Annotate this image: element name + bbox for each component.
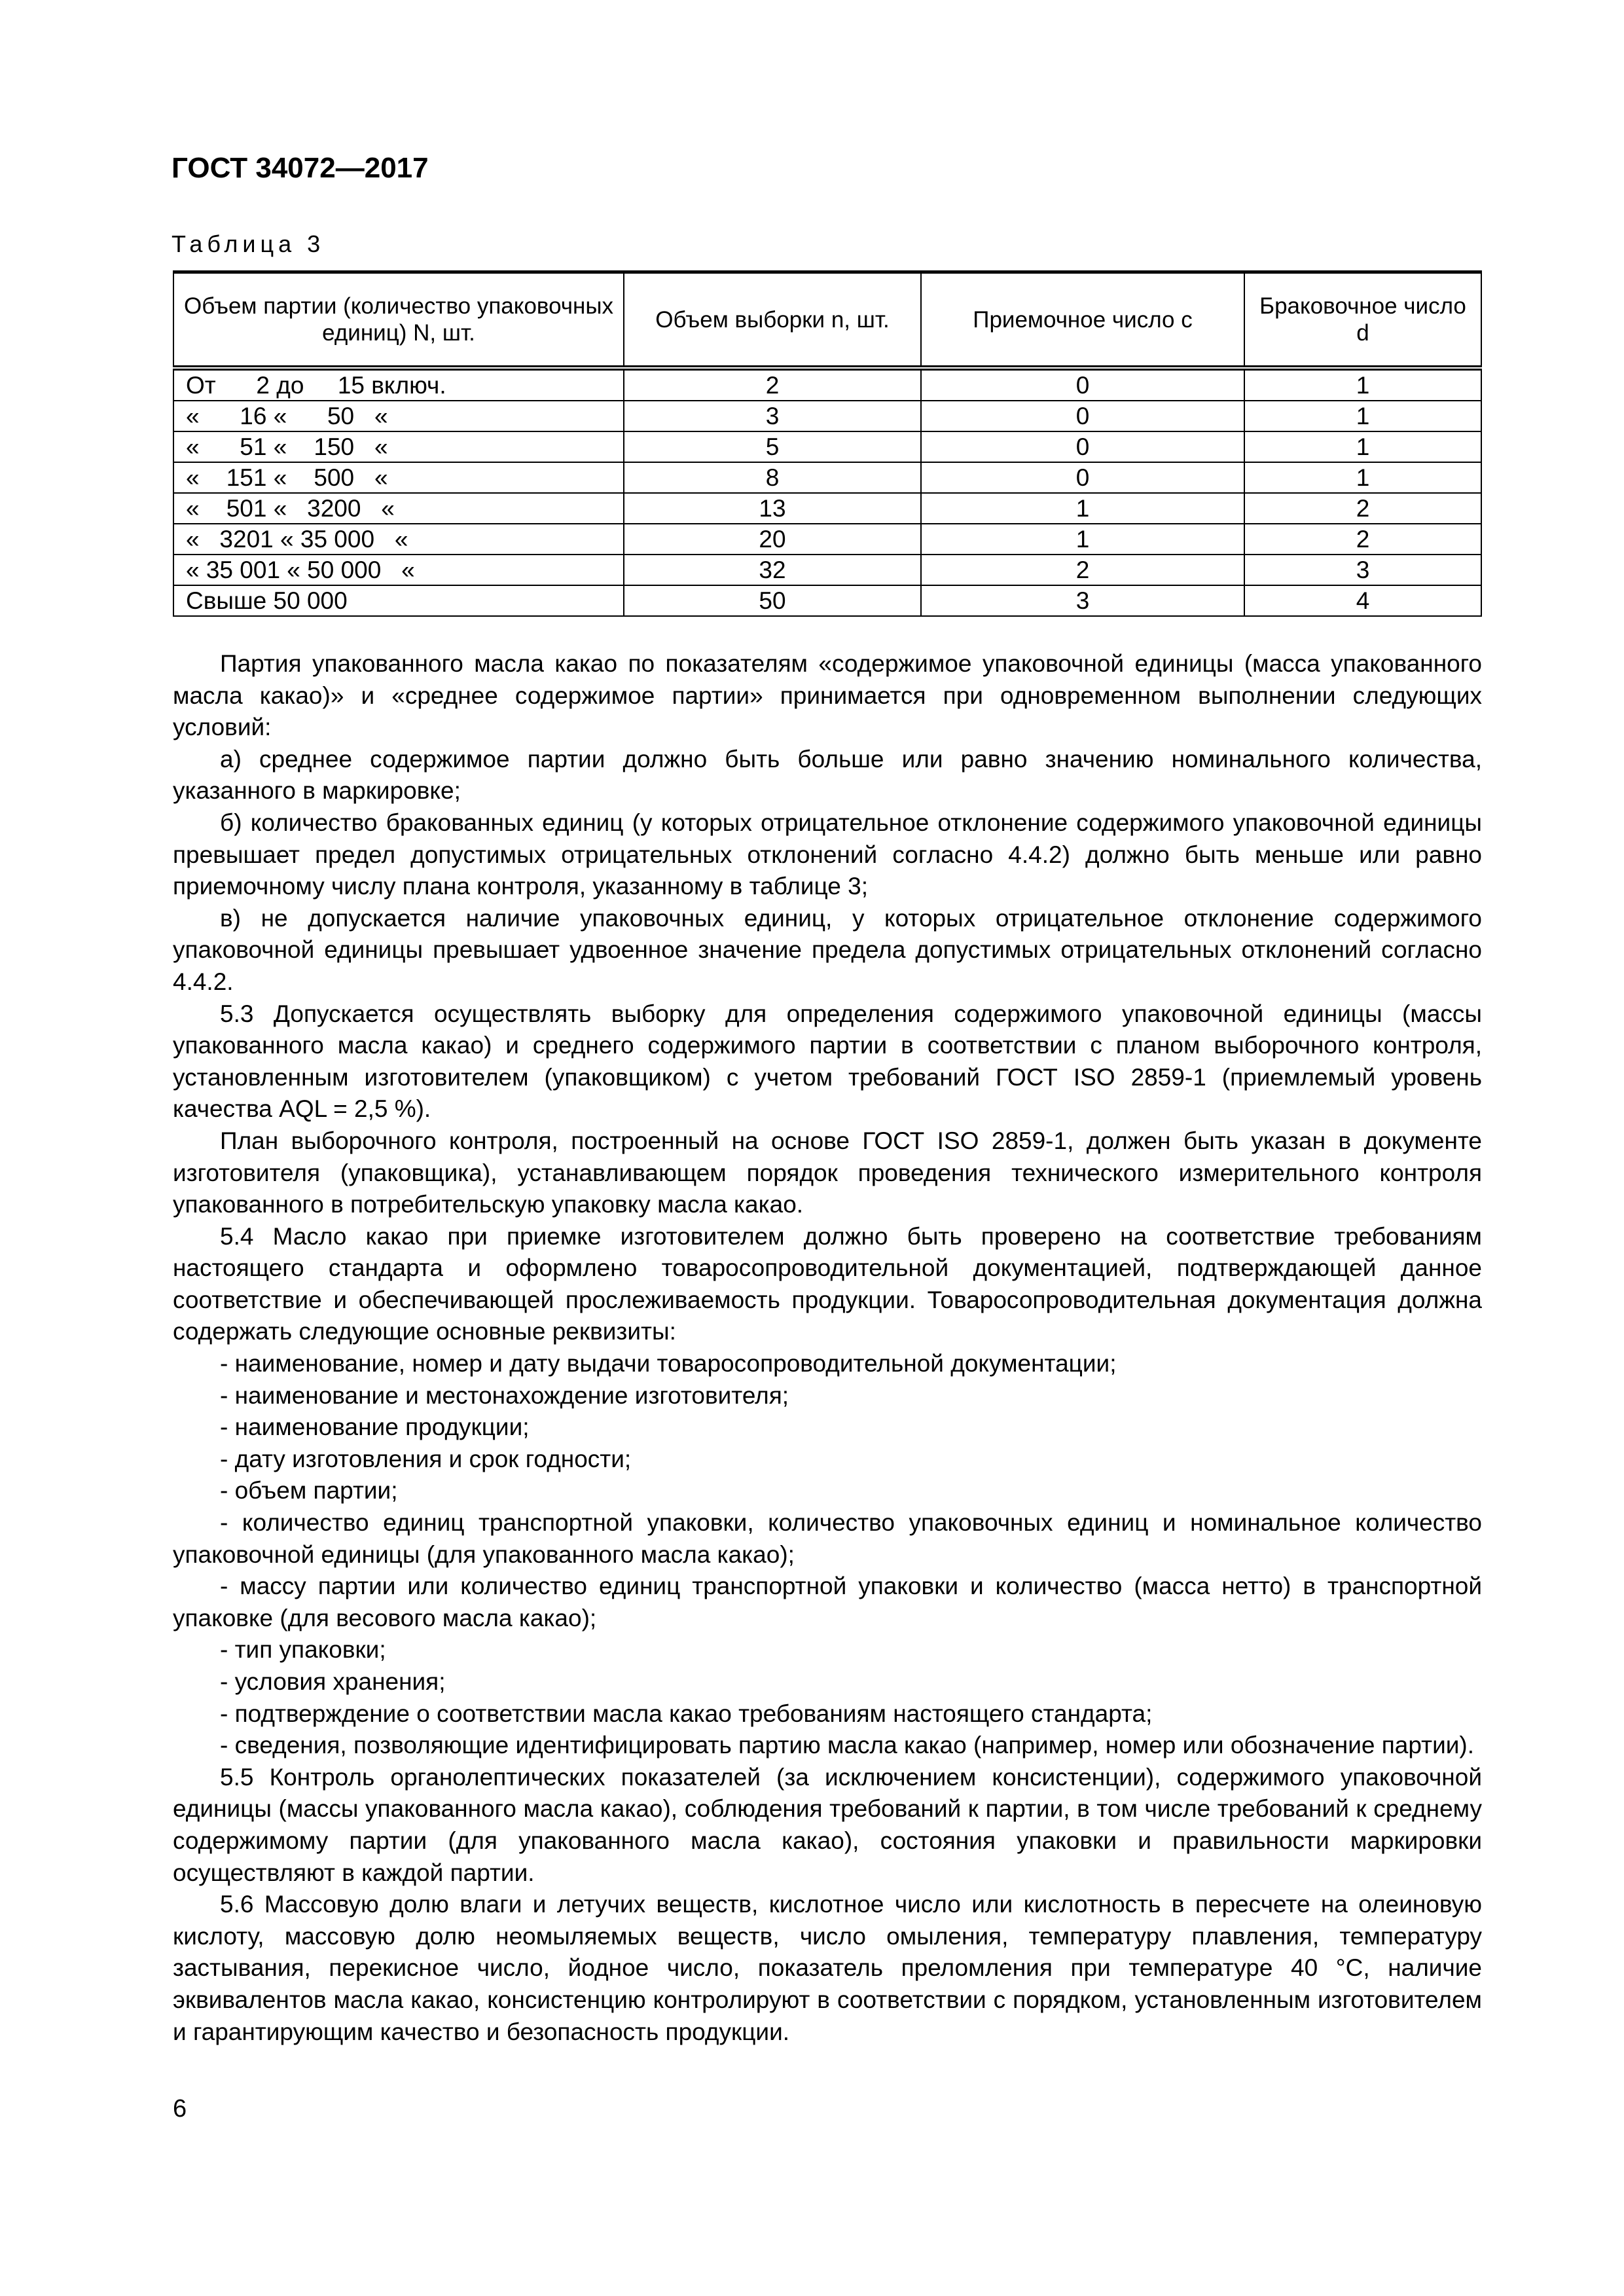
- table-cell: Свыше 50 000: [173, 585, 624, 616]
- column-header-sample-size: Объем выборки n, шт.: [624, 272, 921, 369]
- body-text: [173, 648, 1482, 2048]
- table-cell: « 51 « 150 «: [173, 431, 624, 462]
- table-cell: 5: [624, 431, 921, 462]
- paragraph: 5.4 Масло какао при приемке изготовителем должно быть проверено на соответствие требованиям настоящего стандарта и оформлено товаросопроводительной документацией, подтверждающей данное соответствие и обеспечивающей прослеживаемость продукции. Товаросопроводительная документация должна содержать следующие основные реквизиты:: [173, 1222, 1482, 1345]
- paragraph: - количество единиц транспортной упаковки, количество упаковочных единиц и номинальное количество упаковочной единицы (для упакованного масла какао);: [173, 1509, 1482, 1568]
- table-cell: 20: [624, 524, 921, 555]
- table-row: [173, 493, 1481, 524]
- table-cell: 8: [624, 462, 921, 493]
- paragraph: - условия хранения;: [220, 1668, 446, 1695]
- table-cell: 1: [921, 493, 1244, 524]
- table-cell: 0: [921, 401, 1244, 431]
- paragraph: 5.3 Допускается осуществлять выборку для определения содержимого упаковочной единицы (массы упакованного масла какао) и среднего содержимого партии в соответствии с планом выборочного контроля, установленным изготовителем (упаковщиком) с учетом требований ГОСТ ISO 2859-1 (приемлемый уровень качества AQL = 2,5 %).: [173, 1000, 1482, 1123]
- table-cell: « 3201 « 35 000 «: [173, 524, 624, 555]
- table-cell: 3: [1244, 555, 1481, 585]
- paragraph: - наименование, номер и дату выдачи товаросопроводительной документации;: [220, 1350, 1117, 1377]
- table-cell: 3: [921, 585, 1244, 616]
- column-header-lot-size: Объем партии (количество упаковочных единиц) N, шт.: [173, 272, 624, 369]
- table-cell: 32: [624, 555, 921, 585]
- table-caption: Таблица 3: [171, 230, 325, 257]
- table-cell: 0: [921, 462, 1244, 493]
- paragraph: - дату изготовления и срок годности;: [220, 1445, 632, 1472]
- page-number: 6: [173, 2095, 187, 2123]
- table-cell: 4: [1244, 585, 1481, 616]
- table-cell: « 16 « 50 «: [173, 401, 624, 431]
- table-cell: 1: [1244, 368, 1481, 401]
- paragraph: 5.6 Массовую долю влаги и летучих веществ, кислотное число или кислотность в пересчете на олеиновую кислоту, массовую долю неомыляемых веществ, число омыления, температуру плавления, температуру застывания, перекисное число, йодное число, показатель преломления при температуре 40 °С, наличие эквивалентов масла какао, консистенцию контролируют в соответствии с порядком, установленным изготовителем и гарантирующим качество и безопасность продукции.: [173, 1891, 1482, 2045]
- table-cell: 1: [1244, 431, 1481, 462]
- table-cell: 2: [921, 555, 1244, 585]
- table-cell: « 151 « 500 «: [173, 462, 624, 493]
- table-cell: « 35 001 « 50 000 «: [173, 555, 624, 585]
- paragraph: 5.5 Контроль органолептических показателей (за исключением консистенции), содержимого упаковочной единицы (массы упакованного масла какао), соблюдения требований к партии, в том числе требований к среднему содержимому партии (для упакованного масла какао), состояния упаковки и правильности маркировки осуществляют в каждой партии.: [173, 1763, 1482, 1886]
- paragraph: - массу партии или количество единиц транспортной упаковки и количество (масса нетто) в транспортной упаковке (для весового масла какао);: [173, 1573, 1482, 1631]
- paragraph: - подтверждение о соответствии масла какао требованиям настоящего стандарта;: [220, 1700, 1153, 1727]
- table-cell: 2: [1244, 493, 1481, 524]
- table-header-row: [173, 272, 1481, 369]
- paragraph: - тип упаковки;: [220, 1636, 386, 1664]
- document-title: ГОСТ 34072—2017: [171, 152, 429, 184]
- paragraph: - сведения, позволяющие идентифицировать партию масла какао (например, номер или обозначение партии).: [220, 1732, 1475, 1759]
- paragraph: - наименование продукции;: [220, 1413, 530, 1441]
- table-cell: 0: [921, 368, 1244, 401]
- table-row: [173, 368, 1481, 401]
- table-cell: 13: [624, 493, 921, 524]
- table-cell: 3: [624, 401, 921, 431]
- table-cell: 2: [1244, 524, 1481, 555]
- paragraph: Партия упакованного масла какао по показателям «содержимое упаковочной единицы (масса упакованного масла какао)» и «среднее содержимое партии» принимается при одновременном выполнении следующих условий:: [173, 650, 1482, 741]
- column-header-acceptance-number: Приемочное число c: [921, 272, 1244, 369]
- table-row: [173, 524, 1481, 555]
- table-row: [173, 462, 1481, 493]
- table-row: [173, 401, 1481, 431]
- paragraph: а) среднее содержимое партии должно быть больше или равно значению номинального количества, указанного в маркировке;: [173, 745, 1482, 805]
- table-cell: 1: [1244, 401, 1481, 431]
- paragraph: План выборочного контроля, построенный на основе ГОСТ ISO 2859-1, должен быть указан в документе изготовителя (упаковщика), устанавливающем порядок проведения технического измерительного контроля упакованного в потребительскую упаковку масла какао.: [173, 1127, 1482, 1218]
- table-row: [173, 431, 1481, 462]
- paragraph: б) количество бракованных единиц (у которых отрицательное отклонение содержимого упаковочной единицы превышает предел допустимых отрицательных отклонений согласно 4.4.2) должно быть меньше или равно приемочному числу плана контроля, указанному в таблице 3;: [173, 809, 1482, 900]
- table-cell: 1: [1244, 462, 1481, 493]
- sampling-table: [173, 270, 1482, 617]
- table-cell: 50: [624, 585, 921, 616]
- table-cell: 1: [921, 524, 1244, 555]
- paragraph: - объем партии;: [220, 1477, 398, 1504]
- table-cell: 2: [624, 368, 921, 401]
- table-cell: « 501 « 3200 «: [173, 493, 624, 524]
- paragraph: - наименование и местонахождение изготовителя;: [220, 1381, 789, 1409]
- table-row: [173, 555, 1481, 585]
- table-cell: От 2 до 15 включ.: [173, 368, 624, 401]
- column-header-rejection-number: Браковочное число d: [1244, 272, 1481, 369]
- table-row: [173, 585, 1481, 616]
- table-cell: 0: [921, 431, 1244, 462]
- paragraph: в) не допускается наличие упаковочных единиц, у которых отрицательное отклонение содержимого упаковочной единицы превышает удвоенное значение предела допустимых отрицательных отклонений согласно 4.4.2.: [173, 904, 1482, 995]
